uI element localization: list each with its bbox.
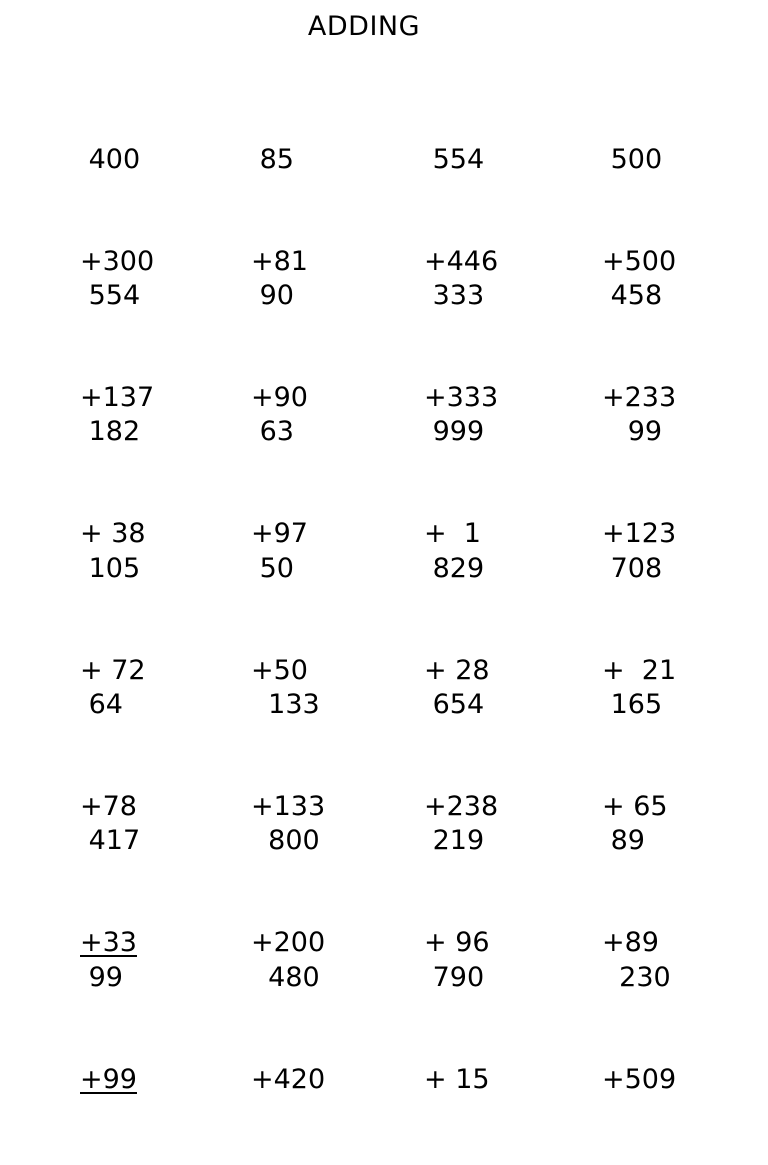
addend-bottom: + 65 — [602, 791, 668, 822]
addend-top: 165 — [602, 689, 663, 720]
addend-bottom: +81 — [251, 246, 308, 277]
addend-top: 85 — [251, 144, 294, 175]
addend-bottom: +500 — [602, 246, 677, 277]
addend-bottom: + 96 — [424, 927, 490, 958]
addend-top: 133 — [251, 689, 320, 720]
page-title: ADDING — [307, 11, 421, 42]
problem-row — [0, 756, 768, 958]
addend-top: 219 — [424, 825, 485, 856]
addition-problem — [424, 893, 490, 1165]
addend-bottom: + 28 — [424, 655, 490, 686]
addend-top: 554 — [424, 144, 485, 175]
addend-bottom: +200 — [251, 927, 326, 958]
addend-top: 554 — [80, 280, 141, 311]
problem-row — [0, 347, 768, 549]
addend-bottom: +137 — [80, 382, 155, 413]
addend-top: 417 — [80, 825, 141, 856]
addend-top: 500 — [602, 144, 663, 175]
problem-row — [0, 75, 768, 277]
addend-bottom: +420 — [251, 1064, 326, 1095]
addend-top: 829 — [424, 553, 485, 584]
addend-top: 63 — [251, 416, 294, 447]
addition-problem — [602, 893, 676, 1165]
addend-bottom: +446 — [424, 246, 499, 277]
addend-bottom: +300 — [80, 246, 155, 277]
addend-bottom: +133 — [251, 791, 326, 822]
addend-top: 333 — [424, 280, 485, 311]
addend-top: 182 — [80, 416, 141, 447]
addend-top: 50 — [251, 553, 294, 584]
addend-top: 64 — [80, 689, 123, 720]
addend-bottom: +233 — [602, 382, 677, 413]
problem-row — [0, 620, 768, 822]
addend-bottom: + 1 — [424, 518, 481, 549]
addend-top: 800 — [251, 825, 320, 856]
addition-problem — [251, 893, 325, 1165]
addend-top: 400 — [80, 144, 141, 175]
addend-bottom: + 21 — [602, 655, 677, 686]
problem-row — [0, 484, 768, 686]
addend-top: 480 — [251, 962, 320, 993]
addition-problem — [80, 893, 137, 1165]
addend-top: 99 — [602, 416, 663, 447]
addend-bottom: +509 — [602, 1064, 677, 1095]
addend-top: 99 — [80, 962, 123, 993]
addend-bottom-underlined: +99 — [80, 1064, 137, 1095]
addend-bottom: + 15 — [424, 1064, 490, 1095]
addend-top: 230 — [602, 962, 671, 993]
addend-bottom: +89 — [602, 927, 659, 958]
addend-top: 458 — [602, 280, 663, 311]
addend-bottom-underlined: +33 — [80, 927, 137, 958]
addend-bottom: +333 — [424, 382, 499, 413]
addend-top: 90 — [251, 280, 294, 311]
addend-top: 654 — [424, 689, 485, 720]
addend-top: 999 — [424, 416, 485, 447]
addend-bottom: +123 — [602, 518, 677, 549]
addend-bottom: + 38 — [80, 518, 146, 549]
addend-bottom: +50 — [251, 655, 308, 686]
addend-top: 89 — [602, 825, 645, 856]
addend-top: 708 — [602, 553, 663, 584]
addend-bottom: +90 — [251, 382, 308, 413]
problem-row — [0, 893, 768, 1095]
addend-bottom: + 72 — [80, 655, 146, 686]
addend-bottom: +78 — [80, 791, 137, 822]
addend-bottom: +97 — [251, 518, 308, 549]
addend-top: 790 — [424, 962, 485, 993]
problem-row — [0, 211, 768, 413]
addend-top: 105 — [80, 553, 141, 584]
addend-bottom: +238 — [424, 791, 499, 822]
